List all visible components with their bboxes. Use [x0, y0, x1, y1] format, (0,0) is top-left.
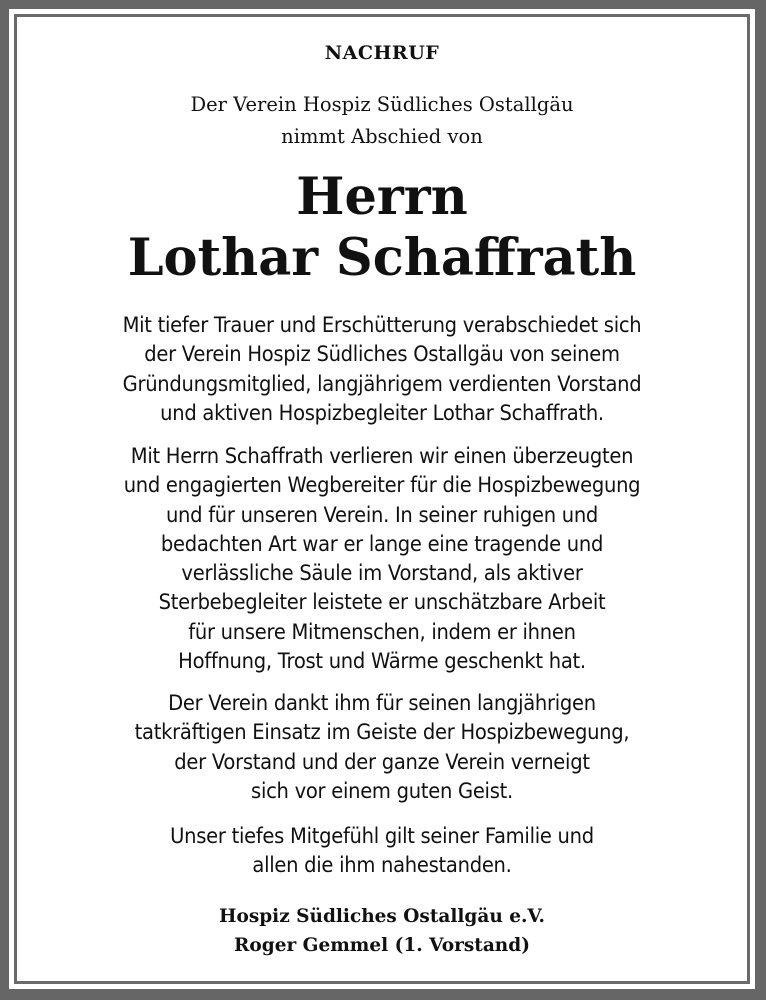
- paragraph-1: [43, 311, 722, 428]
- intro-line: nimmt Abschied von: [281, 125, 483, 148]
- name-full: Lothar Schaffrath: [127, 228, 637, 288]
- text-line: Mit Herrn Schaffrath verlieren wir einen überzeugten: [130, 444, 634, 468]
- text-line: Mit tiefer Trauer und Erschütterung verabschiedet sich: [122, 313, 642, 337]
- notice-inner-border: [14, 14, 750, 984]
- text-line: verlässliche Säule im Vorstand, als aktiver: [181, 561, 583, 586]
- text-line: bedachten Art war er lange eine tragende und: [160, 531, 604, 556]
- text-line: und für unseren Verein. In seiner ruhigen und: [165, 502, 599, 527]
- text-line: Sterbebegleiter leistete er unschätzbare Arbeit: [158, 590, 606, 615]
- notice-frame: [9, 9, 755, 989]
- text-line: Gründungsmitglied, langjährigem verdienten Vorstand: [122, 371, 642, 396]
- text-line: und engagierten Wegbereiter für die Hospizbewegung: [123, 473, 641, 498]
- paragraph-3: [43, 689, 722, 806]
- notice-heading: NACHRUF: [324, 42, 440, 64]
- text-line: tatkräftigen Einsatz im Geiste der Hospizbewegung,: [134, 720, 630, 745]
- signature: [17, 902, 747, 960]
- signature-organization: Hospiz Südliches Ostallgäu e.V.: [219, 906, 545, 927]
- paragraph-4: [43, 822, 722, 881]
- text-line: der Verein Hospiz Südliches Ostallgäu von seinem: [144, 342, 620, 367]
- deceased-name: [17, 167, 747, 289]
- text-line: und aktiven Hospizbegleiter Lothar Schaffrath.: [160, 400, 604, 425]
- text-line: Hoffnung, Trost und Wärme geschenkt hat.: [178, 649, 586, 674]
- paragraph-2: [43, 442, 722, 676]
- text-line: für unsere Mitmenschen, indem er ihnen: [188, 619, 576, 644]
- intro-line: Der Verein Hospiz Südliches Ostallgäu: [190, 93, 574, 116]
- intro-text: [17, 89, 747, 153]
- text-line: allen die ihm nahestanden.: [252, 853, 512, 878]
- name-salutation: Herrn: [296, 167, 468, 227]
- signature-person: Roger Gemmel (1. Vorstand): [234, 935, 530, 956]
- text-line: Der Verein dankt ihm für seinen langjährigen: [168, 691, 596, 715]
- text-line: der Vorstand und der ganze Verein verneigt: [174, 749, 590, 774]
- text-line: sich vor einem guten Geist.: [251, 778, 513, 803]
- text-line: Unser tiefes Mitgefühl gilt seiner Familie und: [170, 824, 594, 848]
